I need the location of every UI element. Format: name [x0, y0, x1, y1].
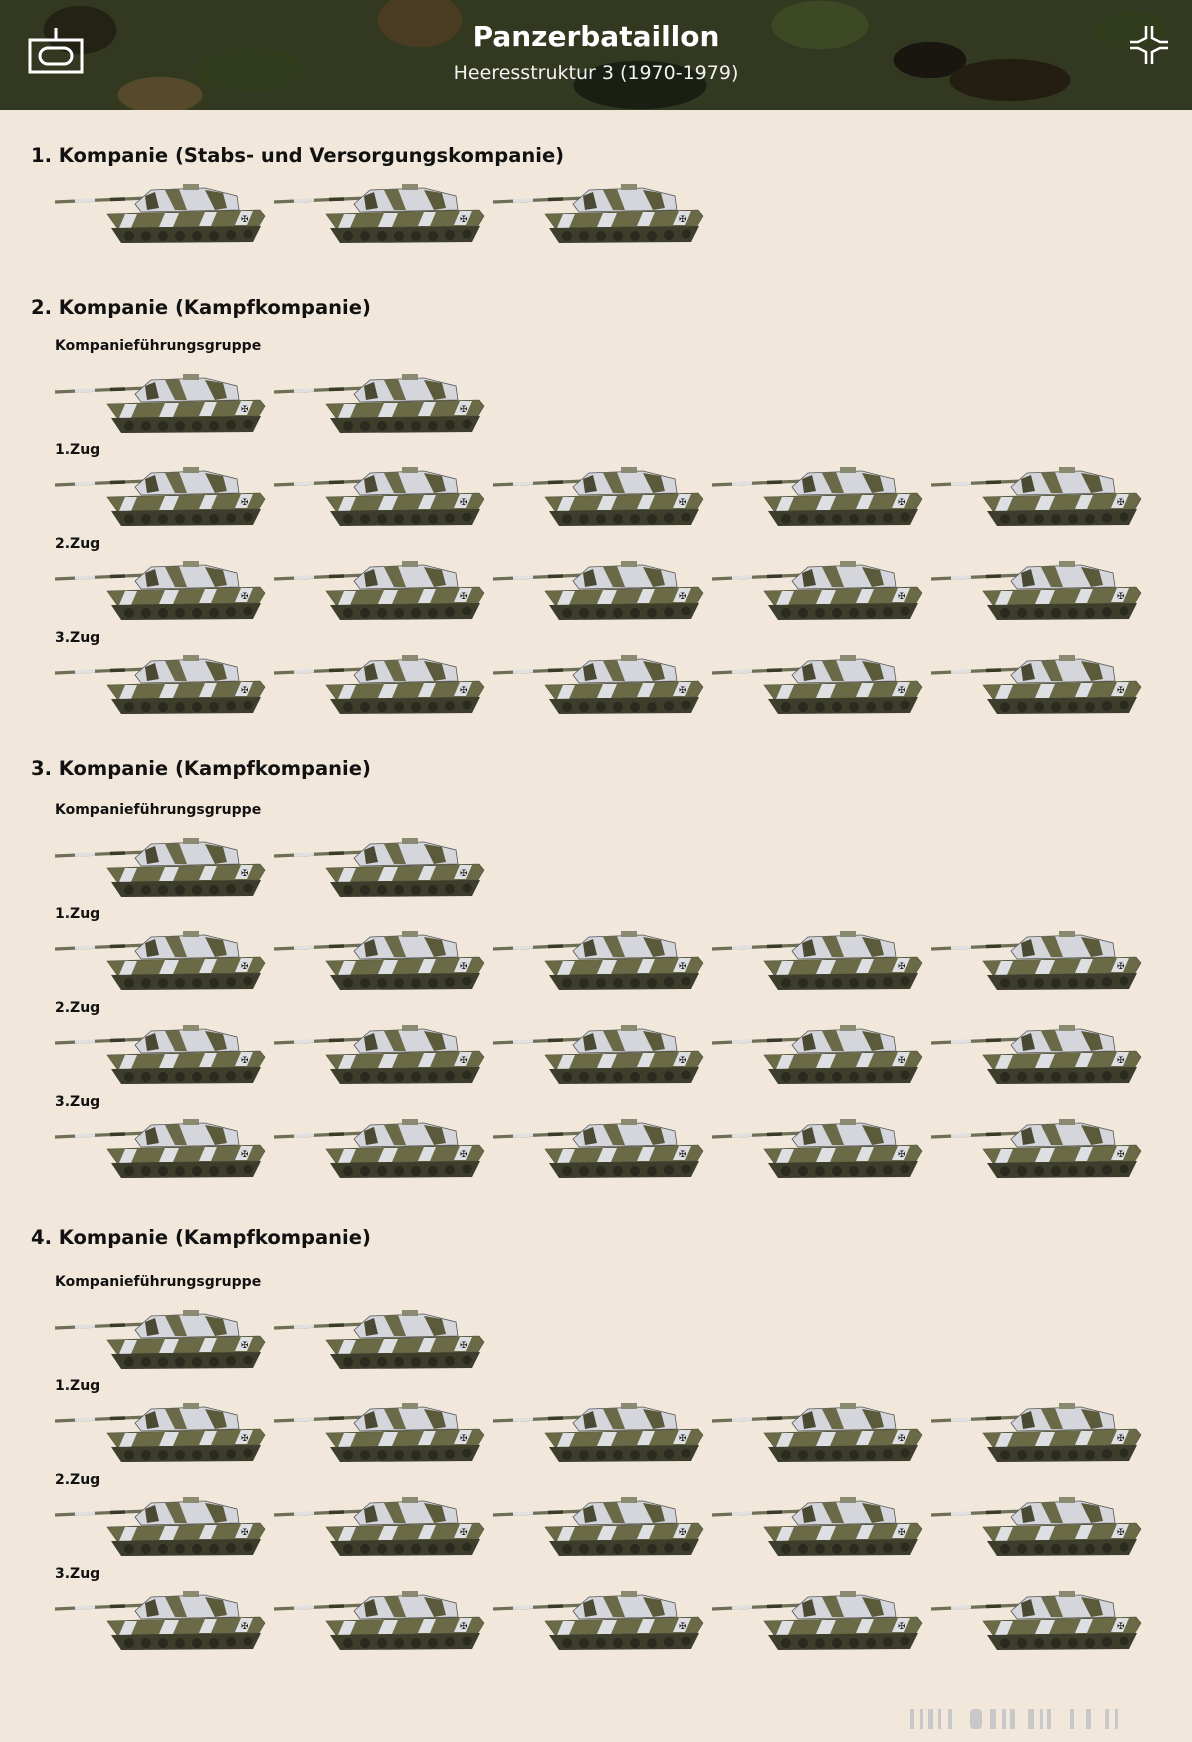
svg-text:✠: ✠	[241, 1150, 249, 1160]
company-heading: 1. Kompanie (Stabs- und Versorgungskompanie)	[31, 144, 565, 167]
group-label: 3.Zug	[55, 1094, 101, 1110]
svg-text:✠: ✠	[898, 1528, 906, 1538]
tank-icon	[274, 1310, 489, 1372]
svg-text:✠: ✠	[241, 1528, 249, 1538]
svg-text:✠: ✠	[460, 1341, 468, 1351]
tank-icon	[931, 655, 1146, 717]
svg-text:✠: ✠	[1117, 498, 1125, 508]
tank-icon	[931, 1119, 1146, 1181]
group-label: 2.Zug	[55, 1472, 101, 1488]
svg-text:✠: ✠	[241, 962, 249, 972]
tank-icon	[712, 931, 927, 993]
svg-text:✠: ✠	[1117, 1434, 1125, 1444]
tank-icon	[55, 655, 270, 717]
group-label: 1.Zug	[55, 906, 101, 922]
svg-text:✠: ✠	[241, 869, 249, 879]
tank-icon	[55, 1310, 270, 1372]
svg-text:✠: ✠	[460, 592, 468, 602]
group-label: Kompanieführungsgruppe	[55, 338, 262, 354]
tank-icon	[55, 931, 270, 993]
tank-row	[55, 838, 493, 900]
svg-text:✠: ✠	[679, 215, 687, 225]
header-banner	[0, 0, 1192, 110]
svg-text:✠: ✠	[241, 215, 249, 225]
tank-icon	[274, 374, 489, 436]
group-label: Kompanieführungsgruppe	[55, 802, 262, 818]
watermark-barcode	[910, 1704, 1170, 1734]
page-title: Panzerbataillon	[472, 20, 720, 53]
group-label: 1.Zug	[55, 1378, 101, 1394]
svg-text:✠: ✠	[898, 498, 906, 508]
svg-text:✠: ✠	[898, 592, 906, 602]
tank-row	[55, 467, 1150, 529]
tank-icon	[712, 655, 927, 717]
tank-row	[55, 1497, 1150, 1559]
tank-row	[55, 184, 712, 246]
tank-icon	[55, 1119, 270, 1181]
svg-text:✠: ✠	[241, 1622, 249, 1632]
tank-icon	[493, 931, 708, 993]
tank-icon	[931, 1025, 1146, 1087]
tank-icon	[274, 184, 489, 246]
svg-text:✠: ✠	[1117, 1150, 1125, 1160]
tank-icon	[931, 1403, 1146, 1465]
svg-text:✠: ✠	[241, 1341, 249, 1351]
svg-text:✠: ✠	[1117, 1056, 1125, 1066]
svg-text:✠: ✠	[679, 962, 687, 972]
tank-icon	[712, 1025, 927, 1087]
tank-icon	[712, 1497, 927, 1559]
tank-row	[55, 1310, 493, 1372]
tank-row	[55, 1025, 1150, 1087]
tank-icon	[274, 561, 489, 623]
svg-text:✠: ✠	[898, 1056, 906, 1066]
tank-icon	[55, 184, 270, 246]
tank-row	[55, 1119, 1150, 1181]
svg-text:✠: ✠	[1117, 686, 1125, 696]
tank-icon	[274, 1403, 489, 1465]
tank-icon	[55, 838, 270, 900]
tank-icon	[931, 467, 1146, 529]
tank-icon	[274, 467, 489, 529]
svg-text:✠: ✠	[898, 686, 906, 696]
group-label: Kompanieführungsgruppe	[55, 1274, 262, 1290]
tank-row	[55, 561, 1150, 623]
tank-icon	[493, 1025, 708, 1087]
tank-icon	[931, 561, 1146, 623]
svg-text:✠: ✠	[241, 405, 249, 415]
page-subtitle: Heeresstruktur 3 (1970-1979)	[453, 62, 739, 84]
svg-text:✠: ✠	[460, 1528, 468, 1538]
tank-row	[55, 655, 1150, 717]
svg-text:✠: ✠	[460, 215, 468, 225]
company-heading: 2. Kompanie (Kampfkompanie)	[31, 296, 371, 319]
svg-text:✠: ✠	[679, 686, 687, 696]
tank-icon	[55, 561, 270, 623]
svg-text:✠: ✠	[679, 498, 687, 508]
tank-icon	[712, 1403, 927, 1465]
tank-row	[55, 374, 493, 436]
svg-text:✠: ✠	[898, 1622, 906, 1632]
tank-icon	[493, 1591, 708, 1653]
tank-icon	[274, 655, 489, 717]
tank-icon	[931, 1497, 1146, 1559]
tank-icon	[493, 1119, 708, 1181]
tank-icon	[55, 1403, 270, 1465]
svg-text:✠: ✠	[898, 962, 906, 972]
group-label: 3.Zug	[55, 630, 101, 646]
tank-row	[55, 931, 1150, 993]
svg-text:✠: ✠	[460, 1622, 468, 1632]
tank-icon	[274, 1497, 489, 1559]
company-heading: 4. Kompanie (Kampfkompanie)	[31, 1226, 371, 1249]
tank-icon	[712, 561, 927, 623]
tank-icon	[712, 467, 927, 529]
svg-text:✠: ✠	[679, 1528, 687, 1538]
svg-text:✠: ✠	[679, 1434, 687, 1444]
tank-icon	[55, 467, 270, 529]
tank-icon	[493, 561, 708, 623]
group-label: 2.Zug	[55, 1000, 101, 1016]
group-label: 1.Zug	[55, 442, 101, 458]
svg-text:✠: ✠	[241, 1434, 249, 1444]
svg-text:✠: ✠	[898, 1150, 906, 1160]
tank-row	[55, 1403, 1150, 1465]
tank-icon	[274, 1025, 489, 1087]
svg-text:✠: ✠	[1117, 1622, 1125, 1632]
tank-icon	[55, 374, 270, 436]
group-label: 2.Zug	[55, 536, 101, 552]
tank-icon	[493, 467, 708, 529]
tank-icon	[493, 655, 708, 717]
svg-text:✠: ✠	[460, 405, 468, 415]
svg-text:✠: ✠	[679, 1622, 687, 1632]
tank-icon	[931, 1591, 1146, 1653]
svg-text:✠: ✠	[679, 592, 687, 602]
tank-icon	[55, 1591, 270, 1653]
tank-icon	[274, 838, 489, 900]
svg-text:✠: ✠	[679, 1056, 687, 1066]
svg-text:✠: ✠	[460, 1056, 468, 1066]
tank-icon	[493, 1497, 708, 1559]
tank-icon	[931, 931, 1146, 993]
tank-icon	[274, 931, 489, 993]
svg-text:✠: ✠	[460, 962, 468, 972]
svg-text:✠: ✠	[241, 498, 249, 508]
svg-text:✠: ✠	[1117, 592, 1125, 602]
svg-text:✠: ✠	[241, 1056, 249, 1066]
svg-text:✠: ✠	[460, 869, 468, 879]
tank-icon	[712, 1591, 927, 1653]
tank-icon	[55, 1497, 270, 1559]
tank-icon	[274, 1119, 489, 1181]
tank-row	[55, 1591, 1150, 1653]
svg-text:✠: ✠	[460, 1150, 468, 1160]
svg-text:✠: ✠	[460, 498, 468, 508]
svg-text:✠: ✠	[460, 686, 468, 696]
svg-text:✠: ✠	[460, 1434, 468, 1444]
company-heading: 3. Kompanie (Kampfkompanie)	[31, 757, 371, 780]
tank-icon	[274, 1591, 489, 1653]
group-label: 3.Zug	[55, 1566, 101, 1582]
svg-text:✠: ✠	[1117, 1528, 1125, 1538]
tank-icon	[712, 1119, 927, 1181]
svg-text:✠: ✠	[898, 1434, 906, 1444]
svg-text:✠: ✠	[679, 1150, 687, 1160]
svg-text:✠: ✠	[241, 686, 249, 696]
svg-text:✠: ✠	[1117, 962, 1125, 972]
tank-icon	[55, 1025, 270, 1087]
banner-shade	[0, 0, 1192, 110]
tank-icon	[493, 1403, 708, 1465]
tank-icon	[493, 184, 708, 246]
svg-text:✠: ✠	[241, 592, 249, 602]
